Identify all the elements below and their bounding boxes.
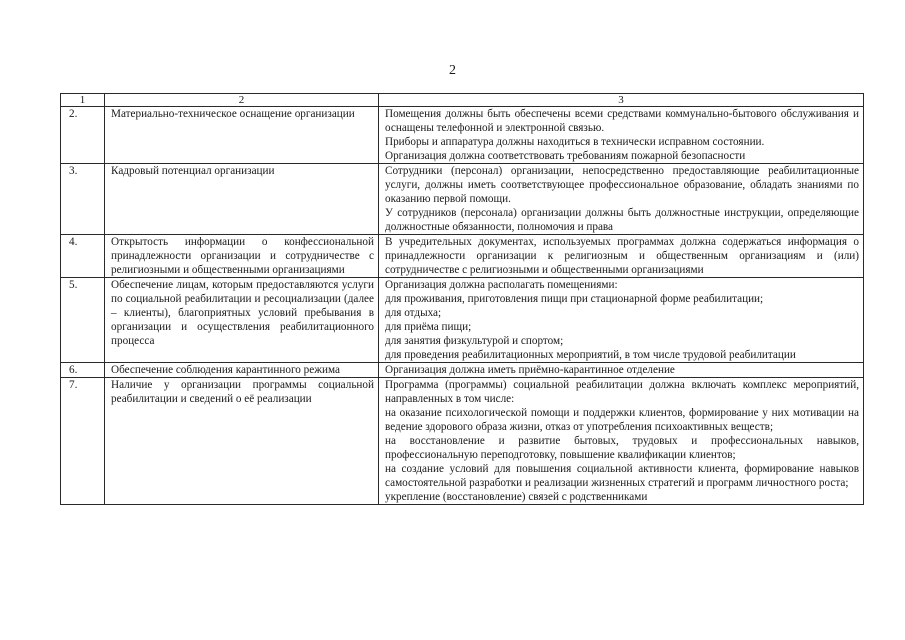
column-number-3: 3 [379,94,864,107]
row-number: 3. [61,164,105,235]
row-number: 7. [61,378,105,505]
requirement-line: Приборы и аппаратура должны находиться в технически исправном состоянии. [385,136,765,148]
requirement-line: укрепление (восстановление) связей с родственниками [385,491,648,503]
table-header-row [61,94,864,107]
requirement-line: Сотрудники (персонал) организации, непосредственно предоставляющие реабилитационные услуги, должны иметь соответствующее профессиональное образование, обладать знаниями по оказанию первой помощи. [385,165,859,205]
criterion-name: Кадровый потенциал организации [105,164,379,235]
table-row [61,235,864,278]
requirement-line: для отдыха; [385,307,442,319]
requirement-line: на восстановление и развитие бытовых, трудовых и профессиональных навыков, профессиональную переподготовку, повышение квалификации клиентов; [385,435,859,461]
requirement-line: Помещения должны быть обеспечены всеми средствами коммунально-бытового обслуживания и оснащены телефонной и электронной связью. [385,108,859,134]
criterion-name: Открытость информации о конфессиональной принадлежности организации и сотрудничестве с религиозными и общественными организациями [105,235,379,278]
page-number: 2 [449,63,456,78]
requirements-cell [379,107,864,164]
criterion-name: Наличие у организации программы социальной реабилитации и сведений о её реализации [105,378,379,505]
table-row [61,107,864,164]
table-row [61,378,864,505]
requirement-line: Организация должна располагать помещениями: [385,279,618,291]
requirement-line: для проведения реабилитационных мероприятий, в том числе трудовой реабилитации [385,349,796,361]
requirement-line: У сотрудников (персонала) организации должны быть должностные инструкции, определяющие должностные обязанности, полномочия и права [385,207,859,233]
column-number-2: 2 [105,94,379,107]
requirement-line: для занятия физкультурой и спортом; [385,335,564,347]
criterion-name: Материально-техническое оснащение организации [105,107,379,164]
requirement-line: для проживания, приготовления пищи при стационарной форме реабилитации; [385,293,764,305]
criterion-name: Обеспечение лицам, которым предоставляются услуги по социальной реабилитации и ресоциализации (далее – клиенты), благоприятных условий пребывания в организации и осуществления реабилитационного процесса [105,278,379,363]
requirements-cell [379,235,864,278]
requirements-table [60,93,864,505]
requirements-cell [379,378,864,505]
requirement-line: для приёма пищи; [385,321,472,333]
requirement-line: Организация должна иметь приёмно-карантинное отделение [385,364,675,376]
row-number: 2. [61,107,105,164]
requirements-cell [379,164,864,235]
row-number: 4. [61,235,105,278]
row-number: 6. [61,363,105,378]
criterion-name: Обеспечение соблюдения карантинного режима [105,363,379,378]
requirement-line: В учредительных документах, используемых программах должна содержаться информация о принадлежности организации к религиозным и общественным организациям и (или) сотрудничестве с религиозными и общественными организациями [385,236,859,276]
requirement-line: на оказание психологической помощи и поддержки клиентов, формирование у них мотивации на ведение здорового образа жизни, отказ от употребления психоактивных веществ; [385,407,859,433]
requirements-cell [379,278,864,363]
requirements-cell [379,363,864,378]
requirement-line: Программа (программы) социальной реабилитации должна включать комплекс мероприятий, направленных в том числе: [385,379,859,405]
table-row [61,363,864,378]
column-number-1: 1 [61,94,105,107]
row-number: 5. [61,278,105,363]
requirement-line: на создание условий для повышения социальной активности клиента, формирование навыков самостоятельной разработки и реализации жизненных стратегий и программ личностного роста; [385,463,859,489]
table-row [61,164,864,235]
requirement-line: Организация должна соответствовать требованиям пожарной безопасности [385,150,746,162]
table-row [61,278,864,363]
